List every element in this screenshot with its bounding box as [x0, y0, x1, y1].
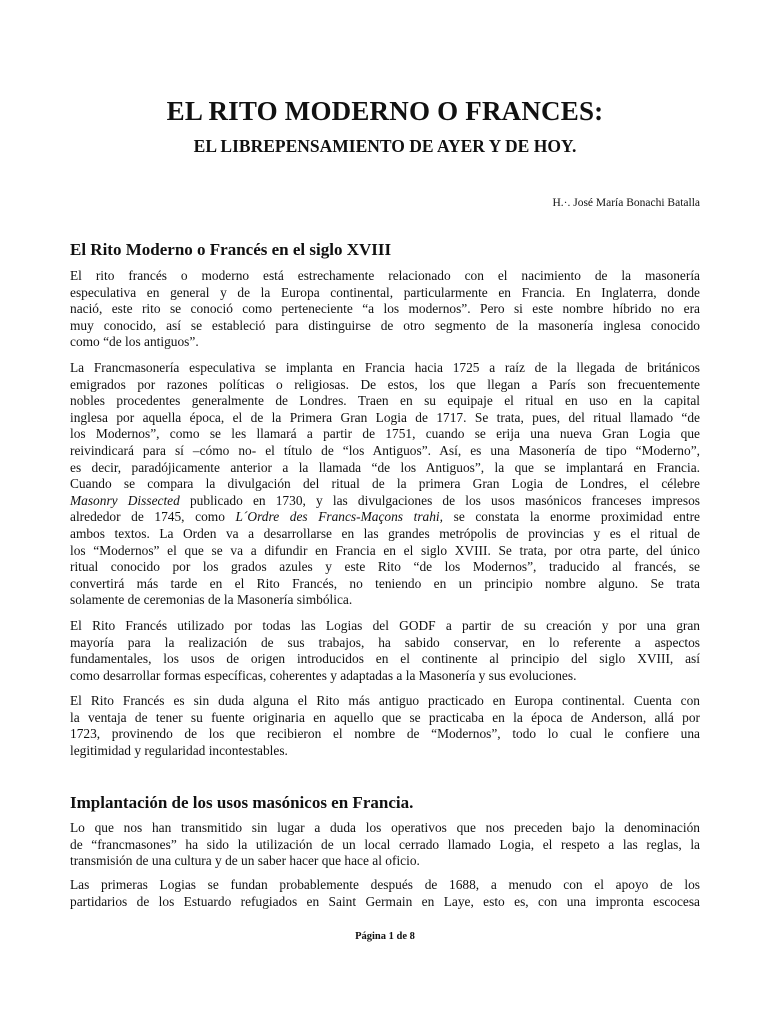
paragraph: [70, 360, 700, 609]
text-line: la ventaja de tener su fuente originaria en aquello que se practicaba en la época de Anderson, allá por: [70, 709, 700, 725]
text-line: El rito francés o moderno está estrechamente relacionado con el nacimiento de la masonería: [70, 268, 700, 283]
footer-page-number: 1: [388, 931, 394, 942]
footer-separator: de: [396, 931, 408, 942]
text-line: como desarrollar formas específicas, coherentes y adaptadas a la Masonería y sus evoluciones.: [70, 667, 577, 683]
text-line: partidarios de los Estuardo refugiados en Saint Germain en Laye, esto es, con una impronta escocesa: [70, 893, 700, 909]
text-line: La Francmasonería especulativa se implanta en Francia hacia 1725 a raíz de la llegada de británicos: [70, 360, 700, 375]
text-line: ritual conocido por los grados azules y este Rito “de los Modernos”, traducido al francés, se: [70, 559, 700, 575]
text-line: los “Modernos” el que se va a difundir en Francia en el siglo XVIII. Se trata, por otra parte, del único: [70, 542, 700, 558]
text-line: legitimidad y regularidad incontestables.: [70, 742, 288, 758]
document-page: [70, 0, 700, 1024]
author-line: H.·. José María Bonachi Batalla: [552, 197, 700, 209]
section-heading-rito-moderno: El Rito Moderno o Francés en el siglo XVIII: [70, 240, 392, 259]
document-title: EL RITO MODERNO O FRANCES:: [166, 96, 604, 126]
text-line: convertirá más tarde en el Rito Francés, no teniendo en un principio nombre alguno. Se trata: [70, 575, 700, 591]
text-fragment: publicado en 1730, y las divulgaciones de los usos masónicos franceses impresos: [189, 492, 700, 508]
page-footer: [70, 931, 700, 942]
paragraph: [70, 877, 700, 910]
text-line: los Modernos”, como se les llamará a partir de 1751, cuando se erija una nueva Gran Logia que: [70, 426, 700, 442]
text-line: inglesa por aquella época, el de la Primera Gran Logia de 1717. Se trata, pues, del ritual llamado “de: [70, 409, 700, 425]
footer-page-total: 8: [409, 931, 415, 942]
text-line: ambos textos. La Orden va a desarrollarse en las grandes metrópolis de provincias y es el ritual de: [70, 525, 700, 541]
text-line: especulativa en general y de la Europa continental, particularmente en Francia. En Inglaterra, donde: [70, 284, 700, 300]
text-line: como “de los antiguos”.: [70, 334, 199, 350]
italic-title: Masonry Dissected: [70, 492, 180, 508]
text-line: 1723, provinendo de los que recibieron el nombre de “Modernos”, todo lo cual le confiere una: [70, 726, 700, 742]
text-fragment: alrededor de 1745, como: [70, 509, 225, 525]
paragraph: [70, 268, 700, 351]
paragraph: [70, 693, 700, 759]
text-line: nobles procedentes generalmente de Londres. Traen en su equipaje el ritual en uso en la capital: [70, 393, 700, 409]
text-line-with-italic: [70, 493, 700, 510]
text-line: de “francmasones” ha sido la utilización de un local cerrado llamado Logia, el respeto a las reglas, la: [70, 836, 700, 852]
text-line: Cuando se compara la divulgación del ritual de la primera Gran Logia de Londres, el célebre: [70, 476, 700, 492]
text-line: solamente de ceremonias de la Masonería simbólica.: [70, 592, 353, 608]
paragraph: [70, 820, 700, 870]
text-line: transmisión de una cultura y de un saber hacer que hace al oficio.: [70, 853, 420, 869]
text-line: El Rito Francés es sin duda alguna el Rito más antiguo practicado en Europa continental. Cuenta con: [70, 693, 700, 708]
section-heading-implantacion: Implantación de los usos masónicos en Francia.: [70, 793, 414, 812]
text-line: mayoría para la realización de sus trabajos, ha sabido conservar, en lo referente a aspectos: [70, 634, 700, 650]
text-line: reivindicará para sí –cómo no- el título de “los Antiguos”. Así, es una Masonería de tipo “Moderno”,: [70, 442, 700, 458]
text-line: muy conocido, así se estableció para distinguirse de otro segmento de la masonería inglesa conocido: [70, 317, 700, 333]
text-line: fundamentales, los usos de origen introducidos en el continente al principio del siglo XVIII, así: [70, 651, 700, 667]
text-line-with-italic: [70, 509, 700, 526]
text-line: El Rito Francés utilizado por todas las Logias del GODF a partir de su creación y por una gran: [70, 618, 700, 633]
text-line: emigrados por razones políticas o religiosas. De estos, los que llegan a París son frecuentemente: [70, 376, 700, 392]
text-line: Lo que nos han transmitido sin lugar a duda los operativos que nos preceden bajo la denominación: [70, 820, 700, 835]
document-subtitle: EL LIBREPENSAMIENTO DE AYER Y DE HOY.: [193, 136, 577, 156]
text-line: Las primeras Logias se fundan probablemente después de 1688, a menudo con el apoyo de los: [70, 877, 700, 892]
paragraph: [70, 618, 700, 684]
italic-title: L´Ordre des Francs-Maçons trahi,: [235, 509, 443, 525]
text-fragment: se constata la enorme proximidad entre: [453, 509, 700, 525]
text-line: es decir, paradójicamente anterior a la llamada “de los Antiguos”, la que se implantará en Francia.: [70, 459, 700, 475]
text-line: nació, este rito se conoció como perteneciente “a los modernos”. Pero si este nombre híbrido no era: [70, 301, 700, 317]
footer-prefix: Página: [355, 931, 387, 942]
